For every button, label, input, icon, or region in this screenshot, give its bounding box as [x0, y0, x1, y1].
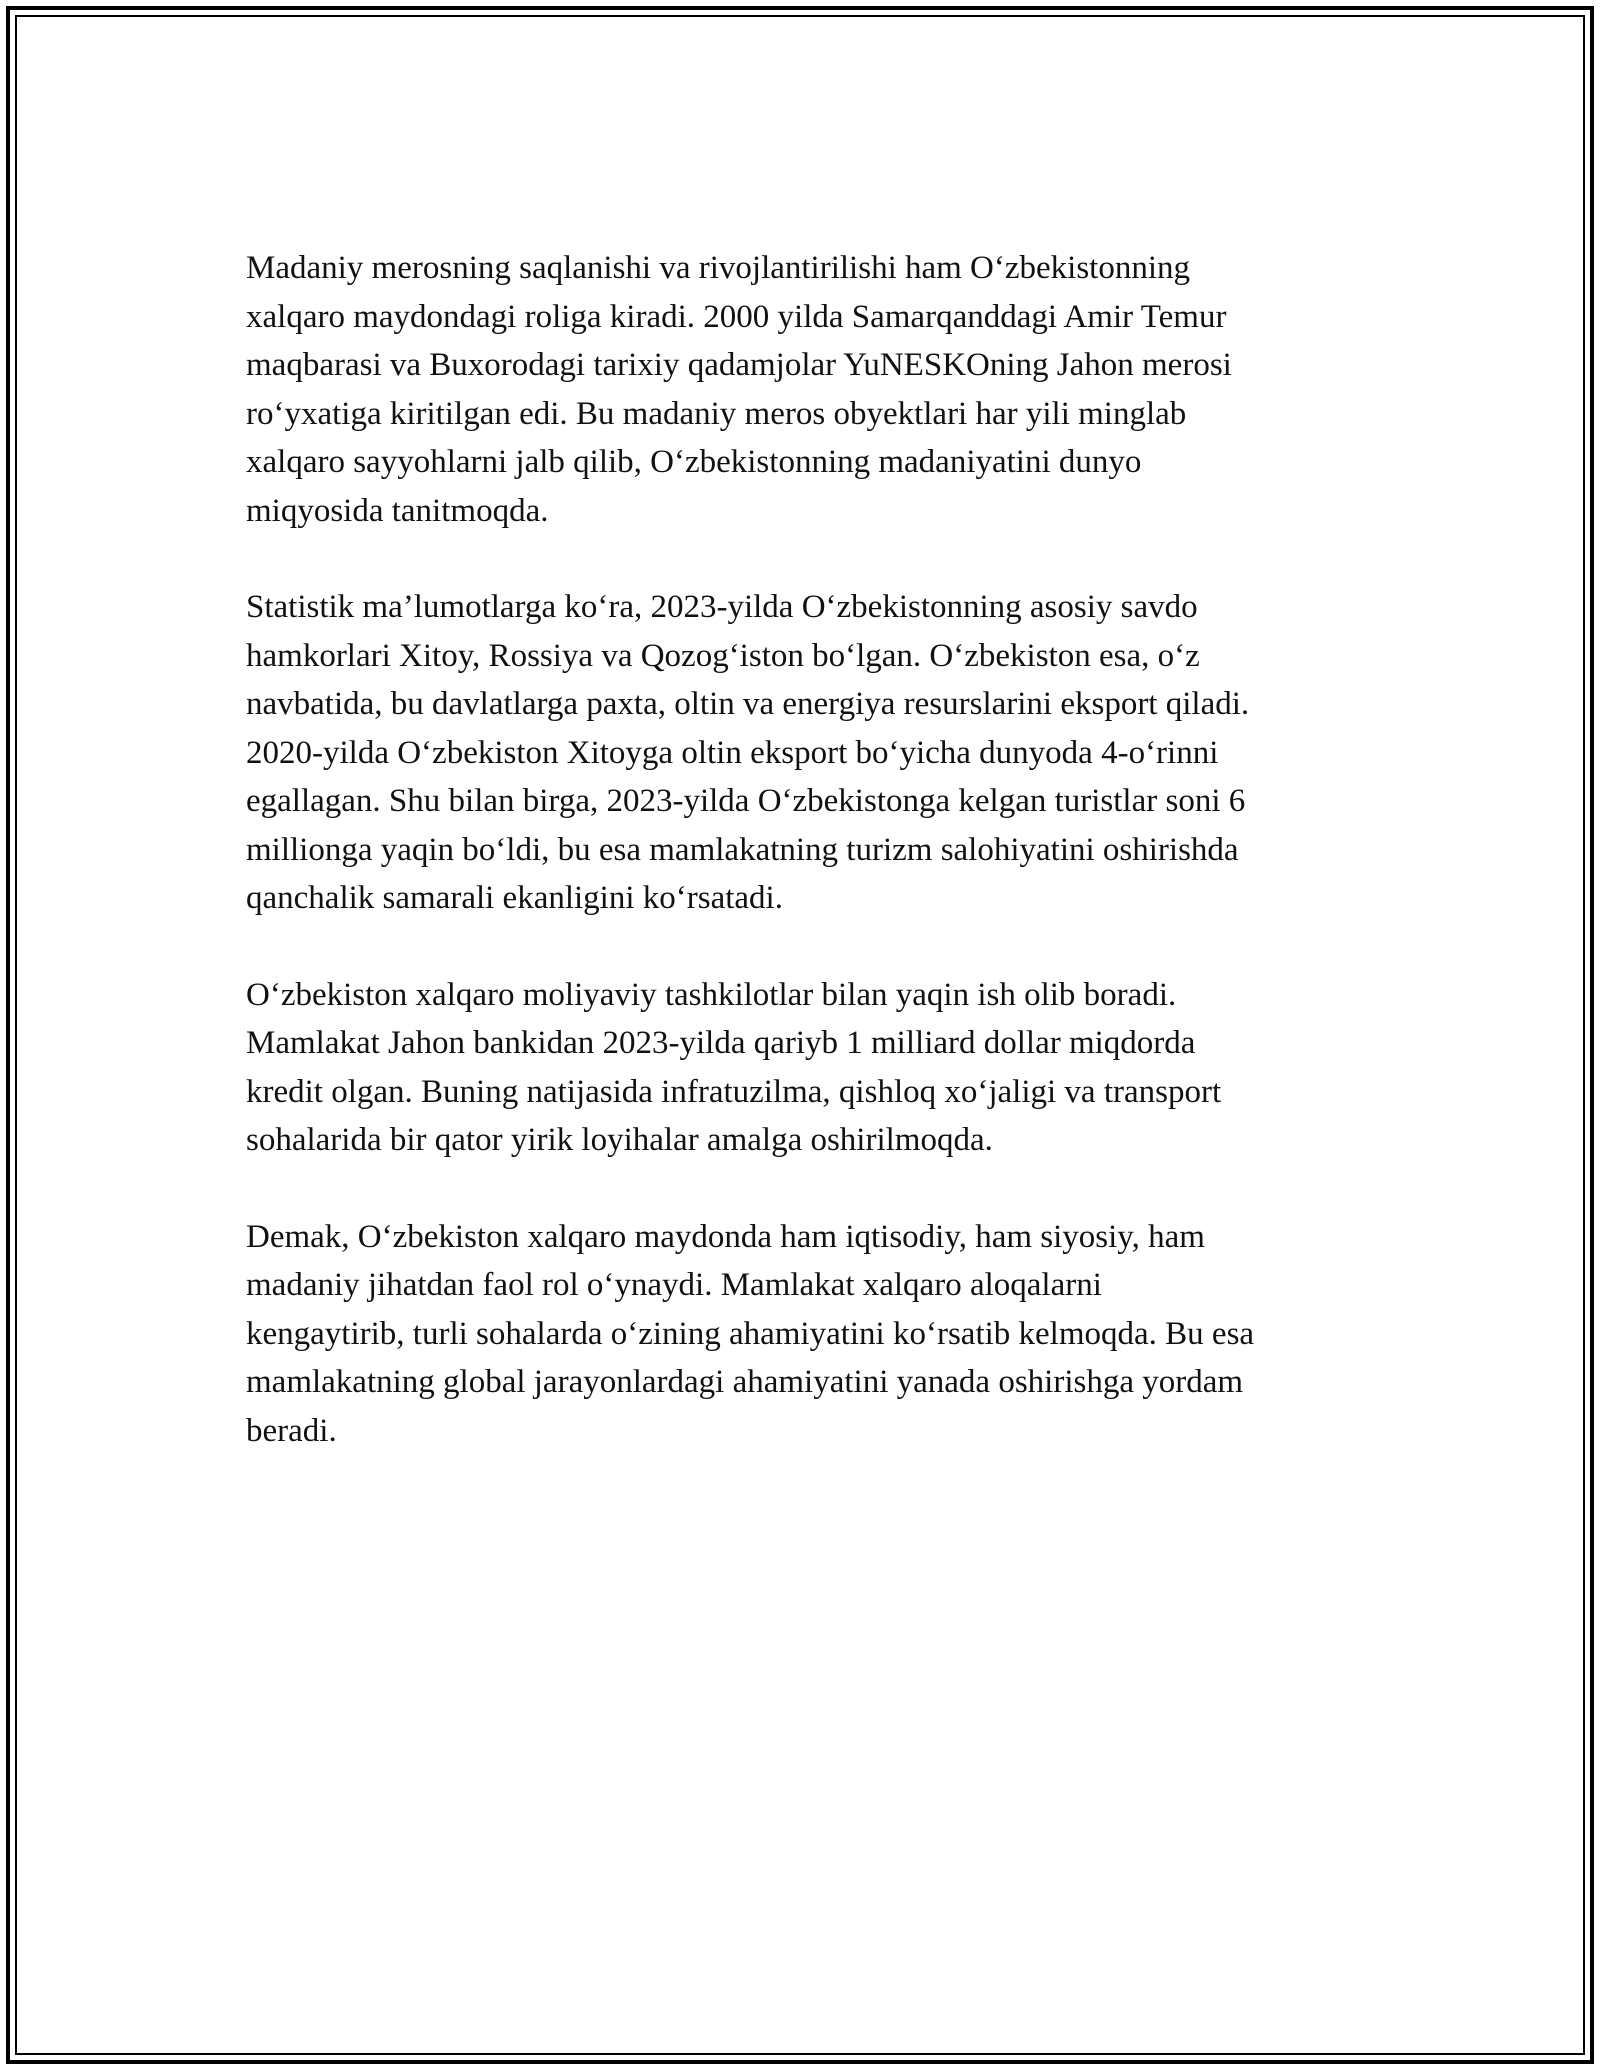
paragraph-cultural-heritage: Madaniy merosning saqlanishi va rivojlantirilishi ham O‘zbekistonning xalqaro maydondagi roliga kiradi. 2000 yilda Samarqanddagi Amir Temur maqbarasi va Buxorodagi tarixiy qadamjolar YuNESKOning Jahon merosi ro‘yxatiga kiritilgan edi. Bu madaniy meros obyektlari har yili minglab xalqaro sayyohlarni jalb qilib, O‘zbekistonning madaniyatini dunyo miqyosida tanitmoqda. [246, 250, 1232, 529]
paragraph-conclusion: Demak, O‘zbekiston xalqaro maydonda ham iqtisodiy, ham siyosiy, ham madaniy jihatdan faol rol o‘ynaydi. Mamlakat xalqaro aloqalarni kengaytirib, turli sohalarda o‘zining ahamiyatini ko‘rsatib kelmoqda. Bu esa mamlakatning global jarayonlardagi ahamiyatini yanada oshirishga yordam beradi. [246, 1218, 1255, 1449]
page-frame [6, 6, 1594, 2064]
page-body [246, 244, 1376, 1503]
paragraph-financial-organizations: O‘zbekiston xalqaro moliyaviy tashkilotlar bilan yaqin ish olib boradi. Mamlakat Jahon bankidan 2023-yilda qariyb 1 milliard dollar miqdorda kredit olgan. Buning natijasida infratuzilma, qishloq xo‘jaligi va transport sohalarida bir qator yirik loyihalar amalga oshirilmoqda. [246, 976, 1222, 1158]
paragraph-trade-statistics: Statistik ma’lumotlarga ko‘ra, 2023-yilda O‘zbekistonning asosiy savdo hamkorlari Xitoy, Rossiya va Qozog‘iston bo‘lgan. O‘zbekiston esa, o‘z navbatida, bu davlatlarga paxta, oltin va energiya resurslarini eksport qiladi. 2020-yilda O‘zbekiston Xitoyga oltin eksport bo‘yicha dunyoda 4-o‘rinni egallagan. Shu bilan birga, 2023-yilda O‘zbekistonga kelgan turistlar soni 6 millionga yaqin bo‘ldi, bu esa mamlakatning turizm salohiyatini oshirishda qanchalik samarali ekanligini ko‘rsatadi. [246, 589, 1250, 916]
